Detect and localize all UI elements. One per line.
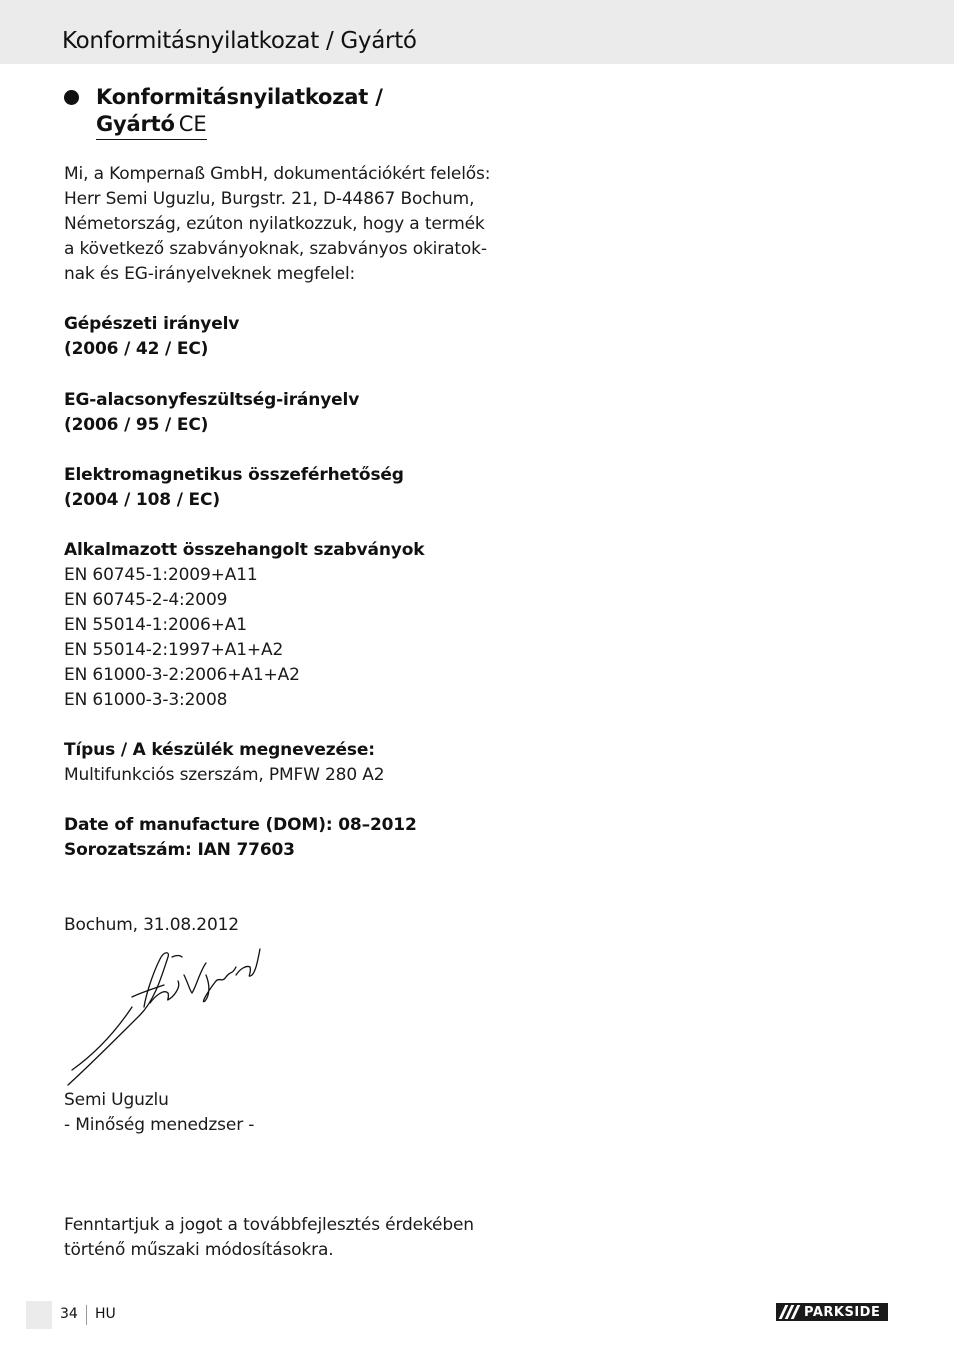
product-value: Multifunkciós szerszám, PMFW 280 A2 xyxy=(64,765,385,785)
serial-number: Sorozatszám: IAN 77603 xyxy=(64,840,295,860)
page-title: Konformitásnyilatkozat / Gyártó xyxy=(62,28,417,54)
place-date: Bochum, 31.08.2012 xyxy=(64,915,239,935)
brand-stripes-icon xyxy=(776,1303,802,1321)
standards-block xyxy=(64,538,484,713)
section-heading-line2: Gyártó xyxy=(96,112,175,136)
product-heading: Típus / A készülék megnevezése: xyxy=(64,740,375,760)
directive-name: Elektromagnetikus összeférhetőség xyxy=(64,465,404,485)
directive-code: (2006 / 95 / EC) xyxy=(64,415,209,435)
manufacture-date: Date of manufacture (DOM): 08–2012 xyxy=(64,815,417,835)
machinery-directive xyxy=(64,312,484,362)
standards-heading: Alkalmazott összehangolt szabványok xyxy=(64,540,425,560)
section-heading-line2-wrap xyxy=(96,111,207,140)
standard-item: EN 55014-2:1997+A1+A2 xyxy=(64,640,284,660)
footer-divider xyxy=(86,1305,87,1325)
standard-item: EN 61000-3-3:2008 xyxy=(64,690,228,710)
intro-line: nak és EG-irányelveknek megfelel: xyxy=(64,264,356,284)
intro-paragraph xyxy=(64,162,491,287)
footer-marker xyxy=(26,1301,52,1329)
ce-mark-icon: CE xyxy=(178,112,207,136)
section-bullet-icon xyxy=(64,90,79,105)
product-block xyxy=(64,738,484,788)
standard-item: EN 61000-3-2:2006+A1+A2 xyxy=(64,665,300,685)
disclaimer xyxy=(64,1213,484,1263)
language-code: HU xyxy=(95,1306,116,1322)
disclaimer-line: Fenntartjuk a jogot a továbbfejlesztés érdekében xyxy=(64,1215,474,1235)
intro-line: Mi, a Kompernaß GmbH, dokumentációkért felelős: xyxy=(64,164,491,184)
directive-code: (2004 / 108 / EC) xyxy=(64,490,220,510)
manufacture-block xyxy=(64,813,484,863)
emc-directive xyxy=(64,463,484,513)
standard-item: EN 60745-2-4:2009 xyxy=(64,590,228,610)
intro-line: a következő szabványoknak, szabványos okiratok- xyxy=(64,239,487,259)
standard-item: EN 60745-1:2009+A11 xyxy=(64,565,258,585)
signatory-name: Semi Uguzlu xyxy=(64,1090,169,1110)
disclaimer-line: történő műszaki módosításokra. xyxy=(64,1240,334,1260)
intro-line: Németország, ezúton nyilatkozzuk, hogy a termék xyxy=(64,214,485,234)
section-heading-line1: Konformitásnyilatkozat / xyxy=(96,85,383,109)
page-number: 34 xyxy=(60,1306,78,1322)
signature-image xyxy=(60,945,270,1090)
standard-item: EN 55014-1:2006+A1 xyxy=(64,615,247,635)
low-voltage-directive xyxy=(64,388,484,438)
signatory-block xyxy=(64,1088,484,1138)
parkside-logo xyxy=(776,1303,888,1321)
section-heading xyxy=(96,84,436,140)
intro-line: Herr Semi Uguzlu, Burgstr. 21, D-44867 Bochum, xyxy=(64,189,475,209)
directive-name: Gépészeti irányelv xyxy=(64,314,240,334)
brand-name: PARKSIDE xyxy=(804,1304,881,1320)
directive-name: EG-alacsonyfeszültség-irányelv xyxy=(64,390,360,410)
directive-code: (2006 / 42 / EC) xyxy=(64,339,209,359)
signatory-role: - Minőség menedzser - xyxy=(64,1115,255,1135)
